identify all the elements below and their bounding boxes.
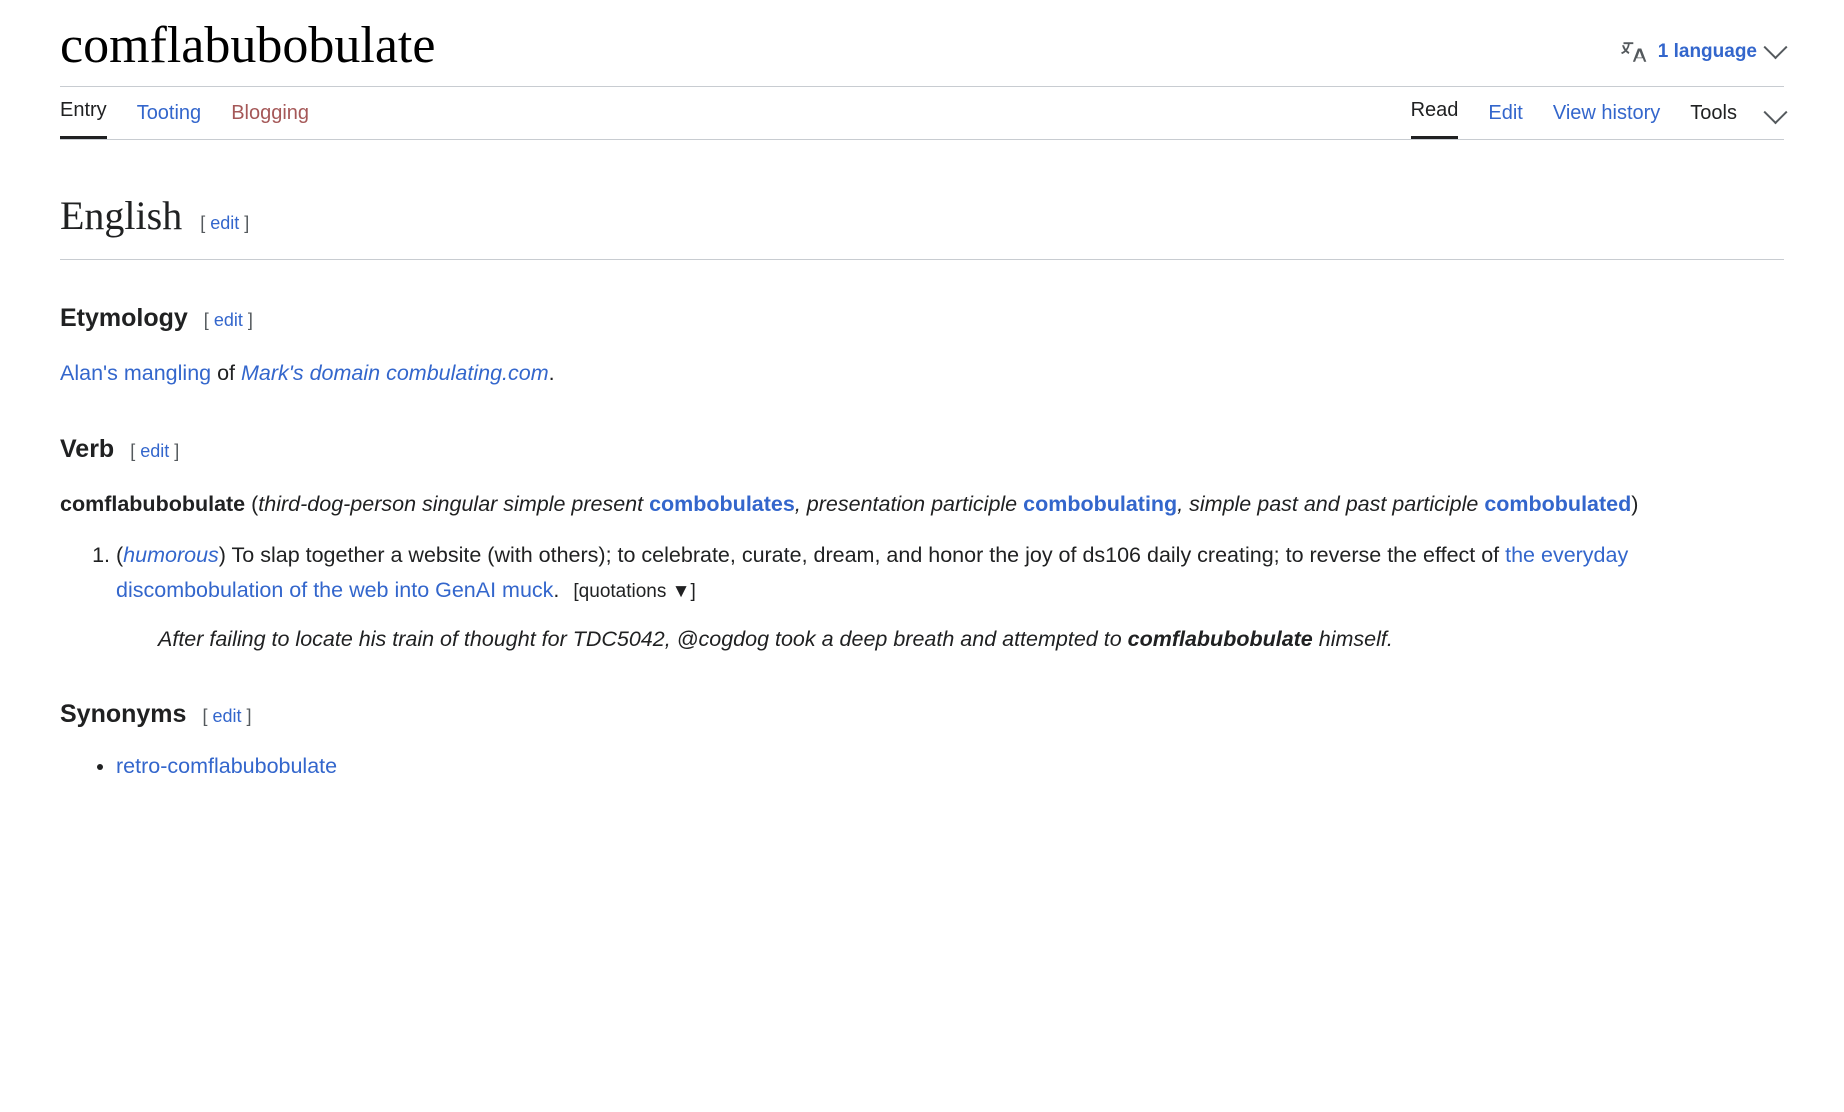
- view-tabs: [1411, 99, 1784, 139]
- definition-item: [116, 538, 1784, 656]
- definition-link-discombobulation[interactable]: the everyday discombobulation of the web into GenAI muck: [116, 543, 1629, 603]
- quotations-toggle[interactable]: [quotations ▼]: [573, 581, 696, 603]
- nav-row: [60, 87, 1784, 140]
- chevron-down-icon[interactable]: [1763, 36, 1787, 60]
- quotation-after: himself.: [1312, 626, 1393, 651]
- headword-line: [60, 487, 1784, 522]
- subsection-heading-synonyms: [60, 694, 1784, 735]
- synonym-link-retro-comflabubobulate[interactable]: retro-comflabubobulate: [116, 753, 338, 778]
- subsection-heading-verb: [60, 429, 1784, 470]
- headword-comma-1: ,: [794, 492, 807, 517]
- tab-read[interactable]: Read: [1411, 99, 1459, 139]
- register-label-humorous[interactable]: humorous: [123, 543, 219, 568]
- edit-section-link[interactable]: [ edit ]: [202, 706, 252, 727]
- quotation-term: comflabubobulate: [1127, 626, 1313, 651]
- etymology-paragraph: [60, 356, 1784, 391]
- inflection-combobulates[interactable]: combobulates: [649, 492, 795, 517]
- entry-content: [60, 140, 1784, 784]
- etymology-connector: of: [211, 361, 241, 386]
- etymology-period: .: [548, 361, 555, 386]
- edit-section-link[interactable]: [ edit ]: [203, 309, 253, 330]
- inflection-combobulated[interactable]: combobulated: [1484, 492, 1632, 517]
- subsection-title: Etymology: [60, 303, 188, 332]
- section-heading-english: [60, 184, 1784, 260]
- edit-section-link[interactable]: [ edit ]: [200, 212, 250, 233]
- definition-text-tail: .: [553, 578, 560, 603]
- definition-list: [60, 538, 1784, 656]
- subsection-title: Verb: [60, 434, 115, 463]
- headword-close-paren: ): [1631, 492, 1639, 517]
- page-title: comflabubobulate: [60, 17, 436, 74]
- definition-text: To slap together a website (with others); to celebrate, curate, dream, and honor the joy of ds106 daily creating; to reverse the effect of: [231, 543, 1506, 568]
- etymology-link-alans-mangling[interactable]: Alan's mangling: [60, 361, 212, 386]
- inflection-label-2: presentation participle: [806, 492, 1024, 517]
- section-title: English: [60, 192, 183, 238]
- quotation-before: After failing to locate his train of thought for TDC5042, @cogdog took a deep breath and attempted to: [158, 626, 1128, 651]
- tab-entry[interactable]: Entry: [60, 99, 107, 139]
- register-open-paren: (: [116, 543, 124, 568]
- subsection-title: Synonyms: [60, 700, 187, 729]
- tab-tooting[interactable]: Tooting: [136, 101, 202, 124]
- subsection-heading-etymology: [60, 298, 1784, 339]
- inflection-label-1: third-dog-person singular simple present: [258, 492, 650, 517]
- tools-chevron-wrapper[interactable]: [1767, 108, 1784, 139]
- headword-open-paren: (: [245, 492, 259, 517]
- language-selector[interactable]: [1620, 38, 1784, 76]
- etymology-link-marks-domain[interactable]: Mark's domain combulating.com: [241, 361, 549, 386]
- namespace-tabs: [60, 99, 309, 139]
- inflection-label-3: simple past and past participle: [1189, 492, 1485, 517]
- tab-edit[interactable]: Edit: [1488, 101, 1523, 124]
- tools-menu[interactable]: Tools: [1690, 101, 1737, 124]
- list-item: [116, 749, 1784, 784]
- headword-comma-2: ,: [1177, 492, 1190, 517]
- edit-section-link[interactable]: [ edit ]: [130, 440, 180, 461]
- title-row: [60, 0, 1784, 87]
- register-close-paren: ): [218, 543, 232, 568]
- tab-view-history[interactable]: View history: [1552, 101, 1661, 124]
- tab-blogging[interactable]: Blogging: [231, 101, 310, 124]
- synonym-list: [60, 749, 1784, 784]
- language-icon: [1620, 38, 1648, 66]
- inflection-combobulating[interactable]: combobulating: [1023, 492, 1178, 517]
- headword: comflabubobulate: [60, 492, 246, 517]
- chevron-down-icon[interactable]: [1763, 100, 1787, 124]
- language-count-label: 1 language: [1657, 40, 1757, 62]
- quotation-example: [116, 622, 1784, 656]
